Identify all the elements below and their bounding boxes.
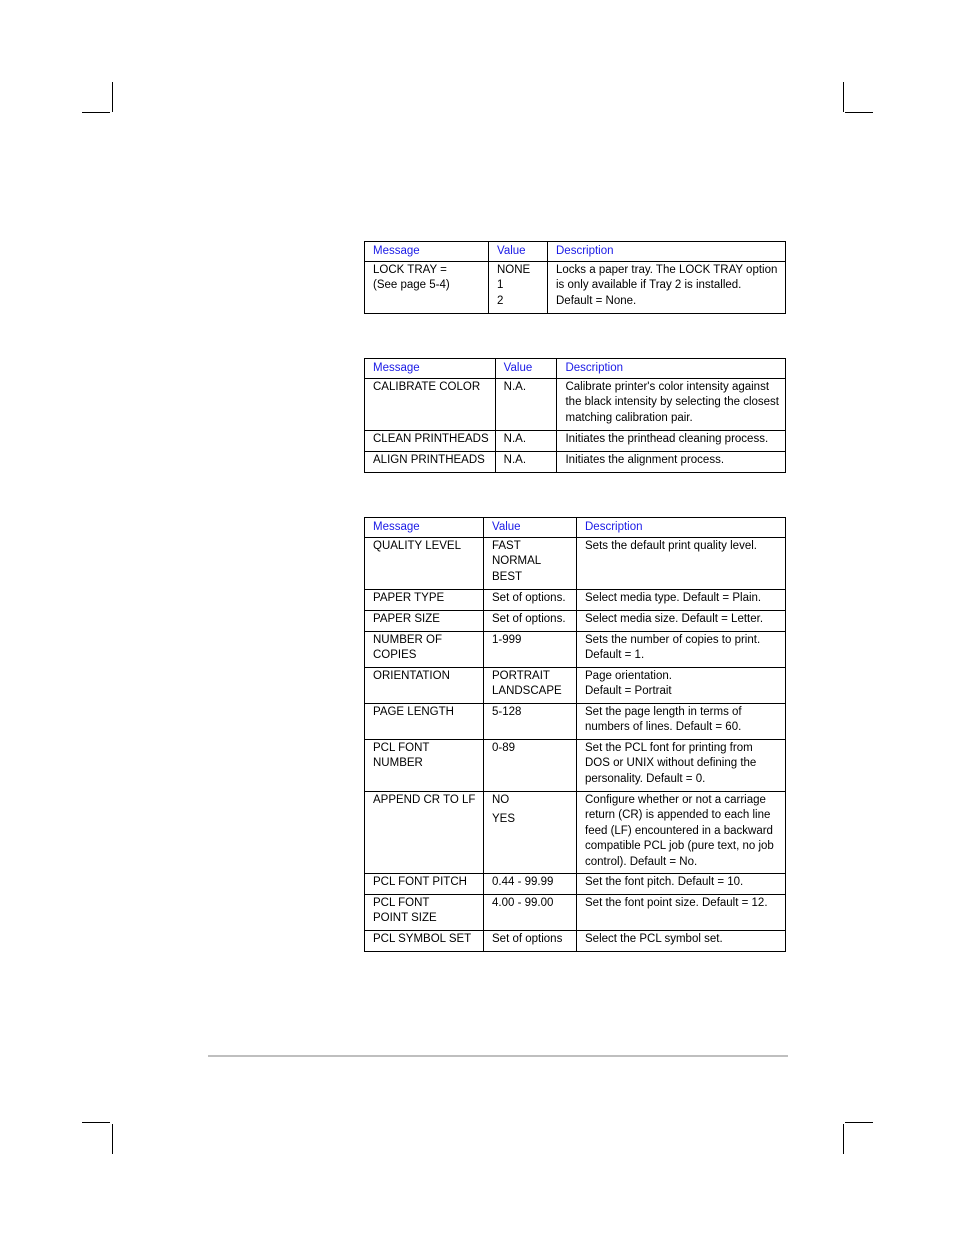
header-value: Value — [484, 518, 577, 538]
print-settings-table — [364, 517, 786, 952]
cell-line: CLEAN PRINTHEADS — [373, 433, 489, 445]
description-cell — [577, 668, 786, 704]
cell-line: 1-999 — [492, 634, 522, 646]
cell-line: NUMBER — [373, 757, 423, 770]
table-row — [365, 740, 786, 792]
printhead-table — [364, 358, 786, 473]
description-cell — [577, 590, 786, 611]
cell-line: Initiates the printhead cleaning process. — [565, 433, 769, 445]
cell-line: ORIENTATION — [373, 670, 450, 682]
table-row — [365, 668, 786, 704]
cell-line: PAGE LENGTH — [373, 706, 454, 718]
description-cell — [577, 538, 786, 590]
cell-line: POINT SIZE — [373, 912, 437, 925]
message-cell — [365, 704, 484, 740]
message-cell — [365, 431, 496, 452]
crop-mark-bottom-right-horizontal — [845, 1122, 873, 1123]
description-cell — [577, 792, 786, 874]
cell-line: numbers of lines. Default = 60. — [585, 721, 742, 734]
cell-line: N.A. — [503, 433, 527, 445]
cell-line: PAPER TYPE — [373, 592, 445, 604]
cell-line: Select the PCL symbol set. — [585, 933, 723, 946]
message-cell — [365, 632, 484, 668]
lock-tray-table — [364, 241, 786, 314]
cell-line: Sets the default print quality level. — [585, 540, 757, 552]
cell-line: N.A. — [503, 381, 527, 393]
message-cell — [365, 262, 489, 314]
cell-line: Default = 1. — [585, 649, 645, 662]
value-cell — [484, 874, 577, 895]
cell-line: 0.44 - 99.99 — [492, 876, 554, 889]
table-row — [365, 590, 786, 611]
cell-line: N.A. — [503, 454, 527, 466]
cell-line: Select media type. Default = Plain. — [585, 592, 762, 604]
message-cell — [365, 931, 484, 952]
cell-line: return (CR) is appended to each line — [585, 809, 771, 822]
cell-line: LOCK TRAY = — [373, 264, 447, 276]
header-message: Message — [365, 359, 496, 379]
value-cell — [484, 704, 577, 740]
header-description: Description — [577, 518, 786, 538]
cell-line: APPEND CR TO LF — [373, 794, 476, 806]
value-cell — [484, 590, 577, 611]
cell-line: NONE — [497, 264, 531, 276]
cell-line: CALIBRATE COLOR — [373, 381, 481, 393]
cell-line: NUMBER OF — [373, 634, 442, 646]
cell-line: Initiates the alignment process. — [565, 454, 725, 466]
cell-line: NORMAL — [492, 555, 542, 568]
value-cell — [484, 931, 577, 952]
cell-line: Default = Portrait — [585, 685, 672, 698]
cell-line: Calibrate printer's color intensity against — [565, 381, 770, 393]
cell-line: is only available if Tray 2 is installed. — [556, 279, 742, 292]
table-row — [365, 792, 786, 874]
value-cell — [484, 538, 577, 590]
cell-line: personality. Default = 0. — [585, 772, 706, 785]
value-cell — [495, 452, 557, 473]
cell-line: matching calibration pair. — [565, 411, 693, 424]
table-row — [365, 874, 786, 895]
cell-line: PCL FONT — [373, 742, 430, 754]
message-cell — [365, 452, 496, 473]
description-cell — [557, 431, 786, 452]
description-cell — [577, 611, 786, 632]
cell-line: the black intensity by selecting the closest — [565, 396, 779, 409]
message-cell — [365, 611, 484, 632]
table-row — [365, 611, 786, 632]
cell-line: PORTRAIT — [492, 670, 550, 682]
table-row — [365, 431, 786, 452]
message-cell — [365, 379, 496, 431]
cell-line: Default = None. — [556, 294, 637, 307]
value-cell — [484, 632, 577, 668]
cell-line: Configure whether or not a carriage — [585, 794, 766, 806]
value-cell — [484, 895, 577, 931]
cell-line: Set of options — [492, 933, 563, 946]
crop-mark-top-left-horizontal — [82, 112, 110, 113]
message-cell — [365, 590, 484, 611]
cell-line: 1 — [497, 279, 504, 292]
table-row — [365, 931, 786, 952]
description-cell — [577, 632, 786, 668]
cell-line: PCL SYMBOL SET — [373, 933, 472, 946]
cell-line: COPIES — [373, 649, 417, 662]
value-cell — [495, 431, 557, 452]
value-cell — [484, 668, 577, 704]
description-cell — [577, 704, 786, 740]
crop-mark-top-right-horizontal — [845, 112, 873, 113]
value-cell — [484, 792, 577, 874]
description-cell — [557, 379, 786, 431]
message-cell — [365, 538, 484, 590]
value-cell — [489, 262, 548, 314]
cell-line: 4.00 - 99.00 — [492, 897, 554, 910]
cell-line: Sets the number of copies to print. — [585, 634, 761, 646]
message-cell — [365, 740, 484, 792]
cell-line: Set the font point size. Default = 12. — [585, 897, 768, 910]
cell-line: YES — [492, 813, 516, 826]
cell-line: Set the page length in terms of — [585, 706, 742, 718]
cell-line: Set the font pitch. Default = 10. — [585, 876, 744, 889]
cell-line: Page orientation. — [585, 670, 672, 682]
message-cell — [365, 874, 484, 895]
description-cell — [577, 874, 786, 895]
cell-line: 2 — [497, 294, 504, 307]
crop-mark-bottom-right-vertical — [843, 1124, 844, 1154]
value-cell — [495, 379, 557, 431]
table-row — [365, 262, 786, 314]
footer-divider — [208, 1055, 788, 1057]
description-cell — [577, 895, 786, 931]
description-cell — [548, 262, 786, 314]
cell-line: ALIGN PRINTHEADS — [373, 454, 485, 466]
cell-line: PCL FONT — [373, 897, 430, 910]
table-row — [365, 452, 786, 473]
message-cell — [365, 792, 484, 874]
header-value: Value — [489, 242, 548, 262]
cell-line: FAST — [492, 540, 521, 552]
value-cell — [484, 611, 577, 632]
cell-line: compatible PCL job (pure text, no job — [585, 840, 774, 853]
cell-line: (See page 5-4) — [373, 279, 450, 292]
header-value: Value — [495, 359, 557, 379]
cell-line: NO — [492, 794, 510, 806]
header-message: Message — [365, 242, 489, 262]
description-cell — [557, 452, 786, 473]
cell-line: Select media size. Default = Letter. — [585, 613, 764, 625]
header-description: Description — [548, 242, 786, 262]
crop-mark-bottom-left-horizontal — [82, 1122, 110, 1123]
cell-line: control). Default = No. — [585, 855, 698, 868]
cell-line: Set of options. — [492, 592, 566, 604]
cell-line: LANDSCAPE — [492, 685, 562, 698]
crop-mark-top-right-vertical — [843, 82, 844, 112]
table-header-row — [365, 242, 786, 262]
table-header-row — [365, 518, 786, 538]
cell-line: PAPER SIZE — [373, 613, 440, 625]
value-cell — [484, 740, 577, 792]
table-row — [365, 538, 786, 590]
cell-line: Set of options. — [492, 613, 566, 625]
crop-mark-top-left-vertical — [112, 82, 113, 112]
cell-line: BEST — [492, 570, 523, 583]
description-cell — [577, 931, 786, 952]
table-row — [365, 704, 786, 740]
message-cell — [365, 668, 484, 704]
header-message: Message — [365, 518, 484, 538]
cell-line: 0-89 — [492, 742, 516, 754]
cell-line: DOS or UNIX without defining the — [585, 757, 757, 770]
cell-line: QUALITY LEVEL — [373, 540, 461, 552]
cell-line: Locks a paper tray. The LOCK TRAY option — [556, 264, 778, 276]
description-cell — [577, 740, 786, 792]
cell-line: 5-128 — [492, 706, 522, 718]
cell-line: Set the PCL font for printing from — [585, 742, 753, 754]
header-description: Description — [557, 359, 786, 379]
table-row — [365, 895, 786, 931]
message-cell — [365, 895, 484, 931]
cell-line: PCL FONT PITCH — [373, 876, 467, 889]
cell-line: feed (LF) encountered in a backward — [585, 824, 773, 837]
crop-mark-bottom-left-vertical — [112, 1124, 113, 1154]
table-row — [365, 632, 786, 668]
table-row — [365, 379, 786, 431]
table-header-row — [365, 359, 786, 379]
